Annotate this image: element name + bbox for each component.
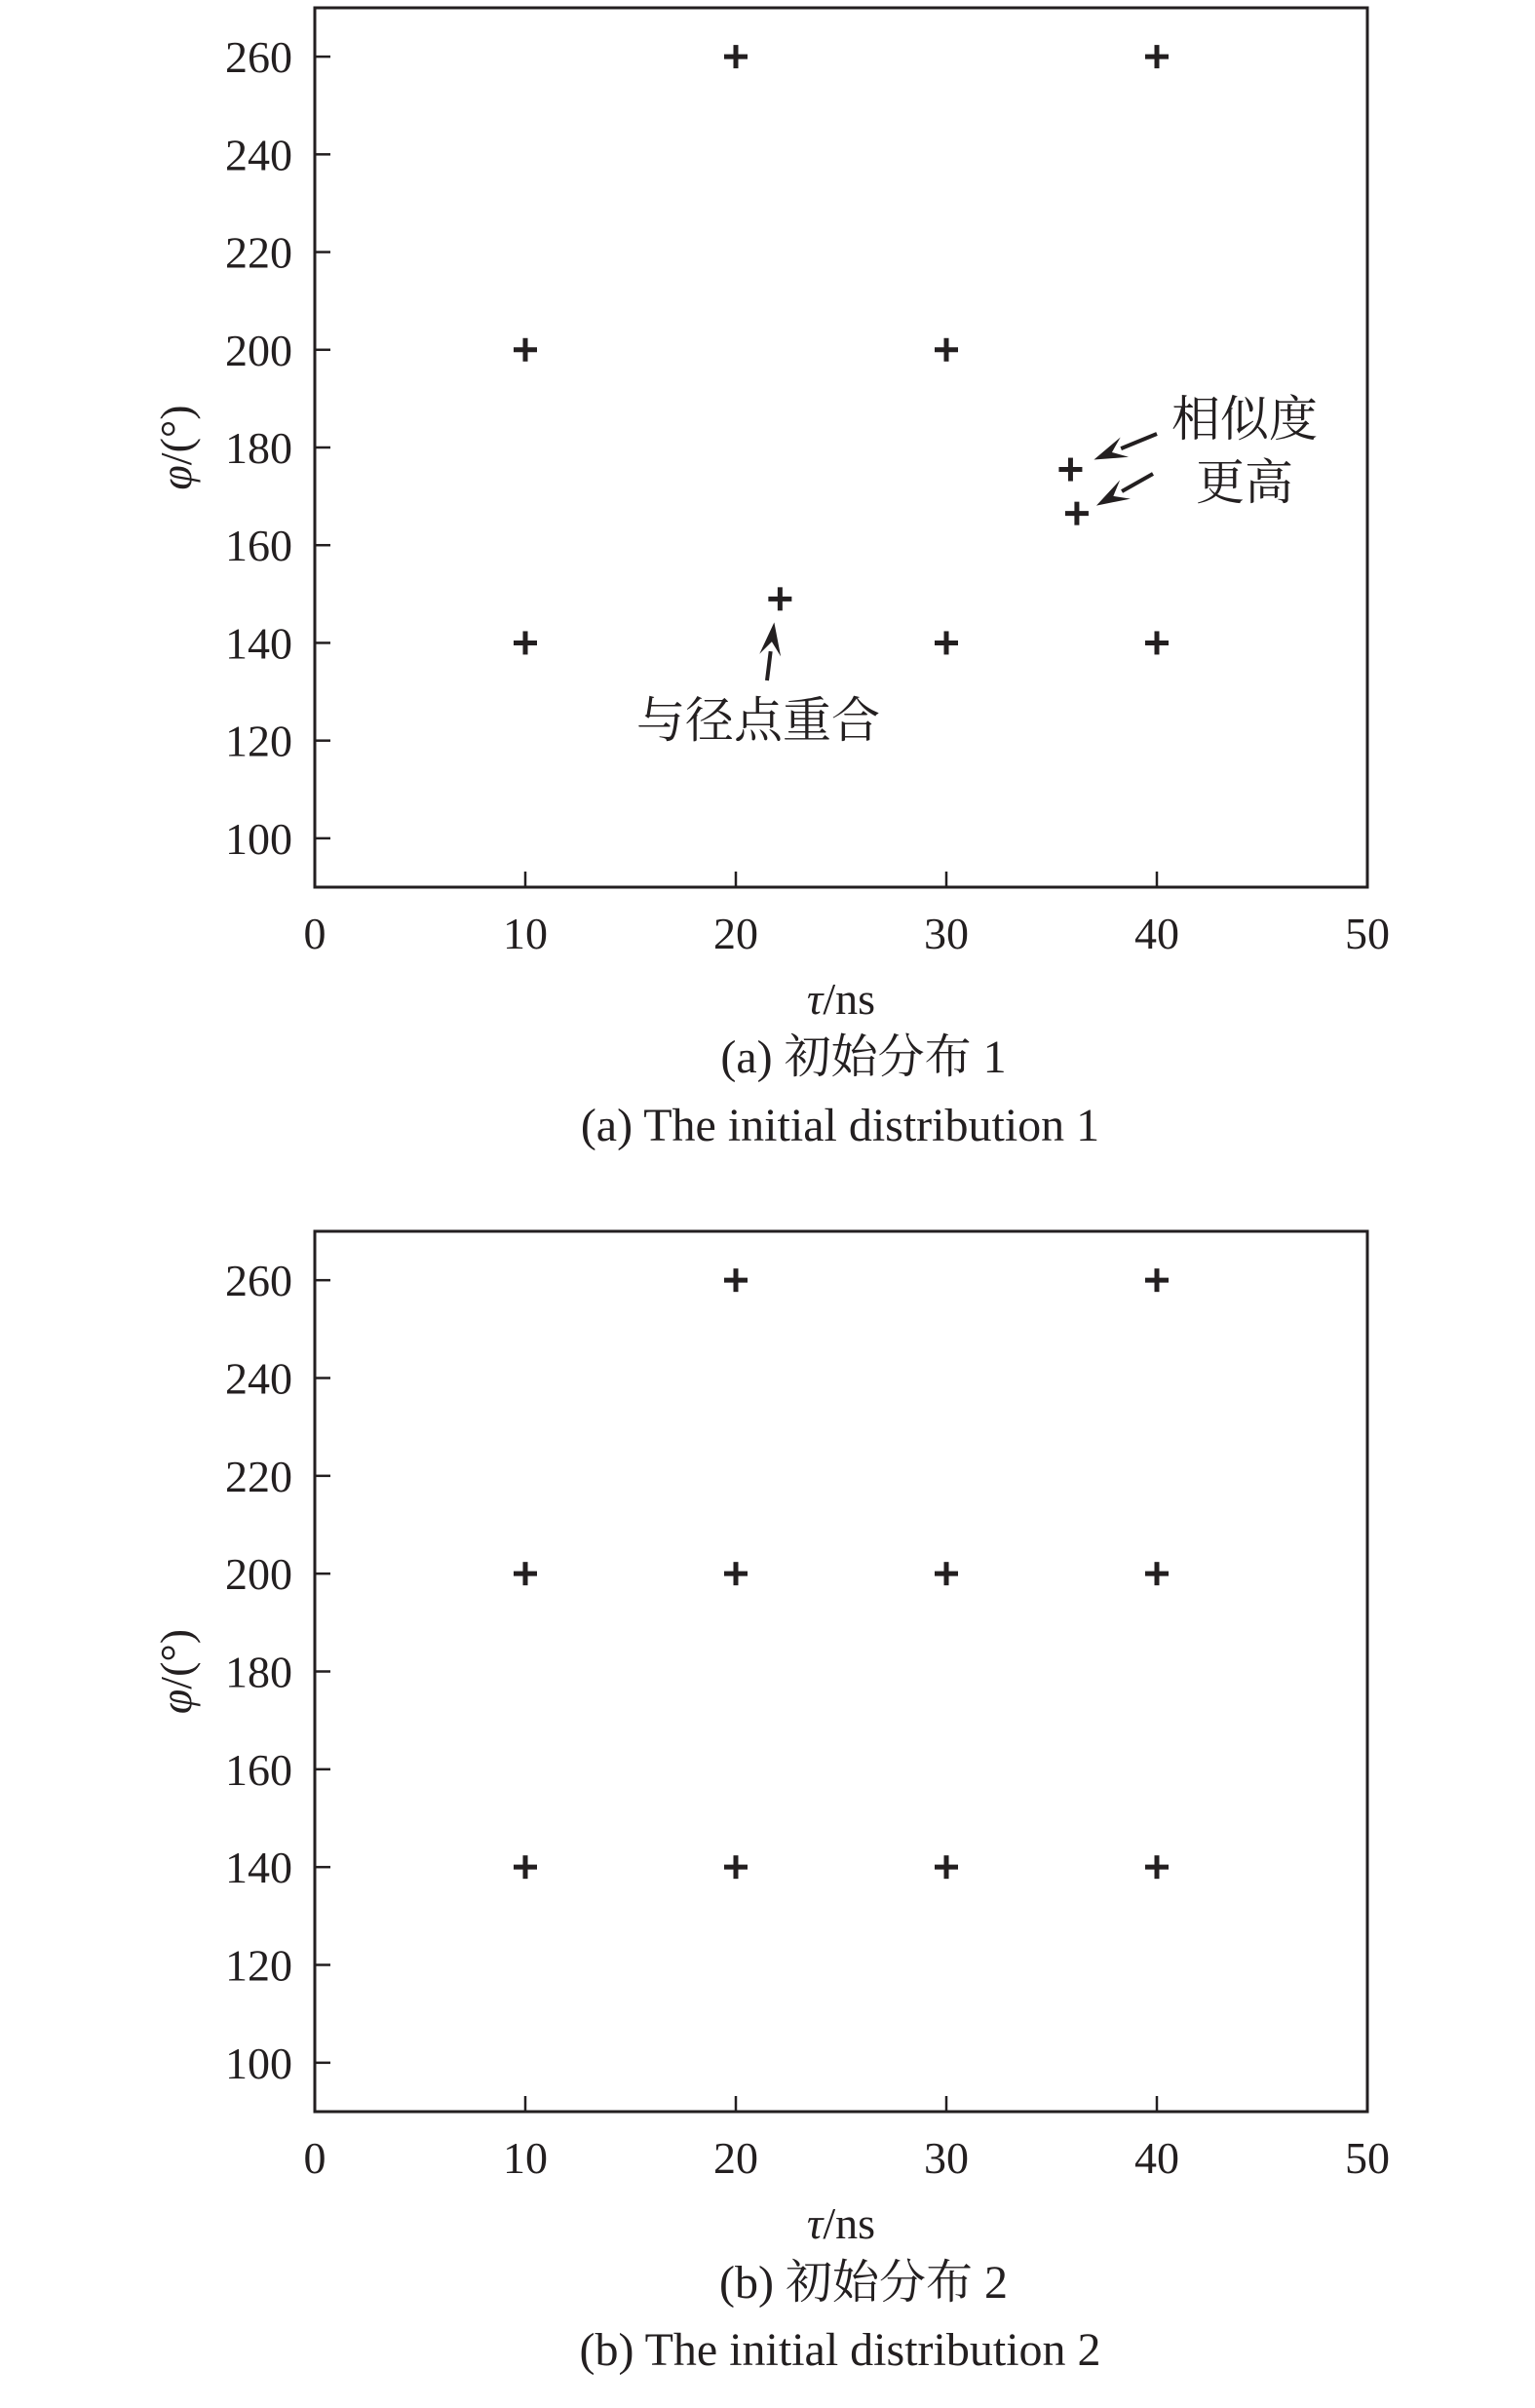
y-tick-label: 200 [225,325,292,375]
annotation [636,622,880,748]
annotation-text: 相似度 [1171,392,1318,447]
chart-panel-a [151,8,1390,1151]
x-axis-label [807,2198,875,2248]
x-tick-label: 50 [1345,2133,1390,2183]
caption-en: (b) The initial distribution 2 [579,2324,1101,2376]
data-point [514,1562,537,1585]
y-tick-label: 100 [225,813,292,864]
data-point [1065,502,1089,525]
x-tick-label: 40 [1134,909,1179,958]
data-point [514,1855,537,1879]
data-point [1058,458,1082,482]
annotation-text: 更高 [1196,455,1293,510]
annotation-arrow-head [1096,480,1131,505]
annotation-arrow-shaft [1121,434,1157,448]
data-point [1145,45,1169,68]
data-point [1145,1855,1169,1879]
annotation [1094,392,1318,510]
plot-frame [315,8,1367,887]
x-tick-label: 50 [1345,909,1390,958]
y-axis-symbol: φ [151,1689,201,1715]
data-point [1145,1268,1169,1292]
y-tick-label: 180 [225,423,292,473]
caption-en: (a) The initial distribution 1 [580,1100,1100,1151]
x-tick-label: 10 [503,2133,548,2183]
y-tick-label: 140 [225,618,292,669]
data-point [935,1562,958,1585]
y-tick-label: 240 [225,130,292,180]
x-tick-label: 20 [713,2133,758,2183]
caption-cn: (b) 初始分布 2 [719,2257,1008,2309]
x-axis-unit: /ns [823,2198,876,2248]
data-point [935,631,958,654]
x-tick-label: 30 [924,909,969,958]
data-point [935,1855,958,1879]
data-point [768,587,791,610]
data-point [1145,631,1169,654]
chart-panel-b [151,1231,1390,2376]
y-axis-unit: /(°) [151,405,201,466]
y-tick-label: 260 [225,32,292,83]
y-tick-label: 140 [225,1843,292,1893]
data-point [724,1268,748,1292]
y-tick-label: 180 [225,1647,292,1697]
y-tick-label: 260 [225,1256,292,1306]
x-tick-label: 30 [924,2133,969,2183]
y-tick-label: 160 [225,521,292,571]
y-axis-label [151,1629,201,1714]
annotation-arrow-shaft [767,651,771,680]
data-point [724,1562,748,1585]
y-tick-label: 100 [225,2038,292,2088]
x-axis-label [807,974,875,1024]
x-axis-unit: /ns [823,974,876,1024]
y-tick-label: 160 [225,1744,292,1795]
data-point [1145,1562,1169,1585]
caption-cn: (a) 初始分布 1 [720,1031,1007,1083]
data-point [724,1855,748,1879]
data-point [935,338,958,362]
x-tick-label: 10 [503,909,548,958]
y-axis-unit: /(°) [151,1628,201,1689]
annotation-text: 与径点重合 [636,693,880,748]
x-axis-symbol: τ [806,2198,824,2248]
data-point [724,45,748,68]
x-tick-label: 0 [303,909,326,958]
data-point [514,631,537,654]
y-tick-label: 240 [225,1353,292,1404]
x-tick-label: 40 [1134,2133,1179,2183]
y-tick-label: 120 [225,1940,292,1991]
data-point [514,338,537,362]
annotation-arrow-shaft [1122,474,1153,491]
y-tick-label: 220 [225,1451,292,1501]
x-tick-label: 0 [303,2133,326,2183]
y-axis-label [151,405,201,489]
y-tick-label: 220 [225,227,292,278]
plot-frame [315,1231,1367,2112]
y-tick-label: 120 [225,716,292,766]
y-tick-label: 200 [225,1549,292,1600]
x-tick-label: 20 [713,909,758,958]
x-axis-symbol: τ [806,974,824,1024]
y-axis-symbol: φ [151,465,201,490]
